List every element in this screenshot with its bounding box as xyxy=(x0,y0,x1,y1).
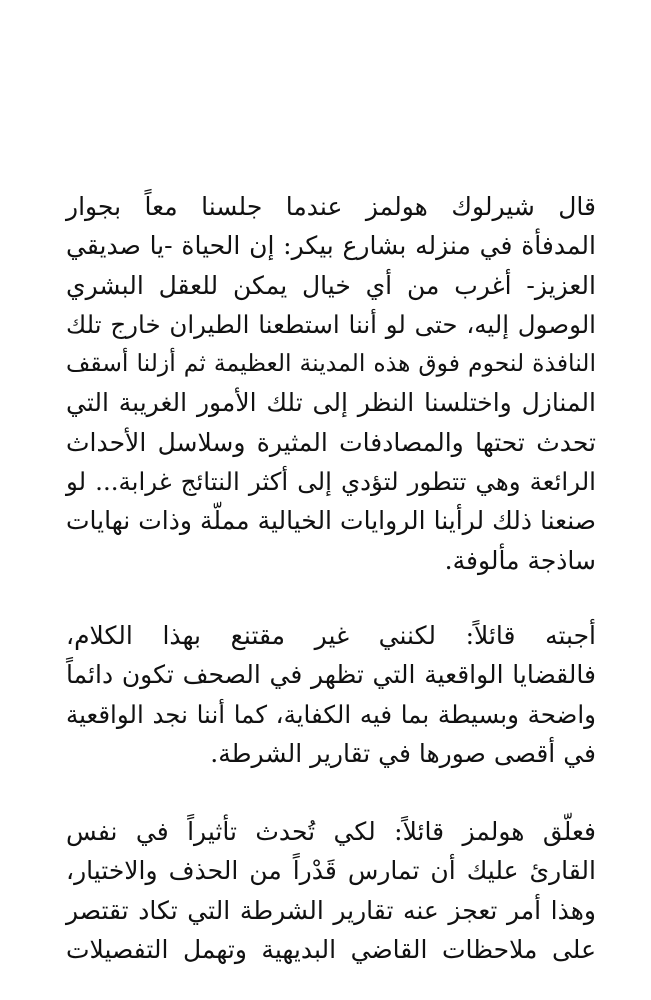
text-line: صنعنا ذلك لرأينا الروايات الخيالية مملّة وذات نهايات xyxy=(66,506,596,536)
text-line: فعلّق هولمز قائلاً: لكي تُحدث تأثيراً في نفس xyxy=(66,817,596,846)
text-line: النافذة لنحوم فوق هذه المدينة العظيمة ثم أزلنا أسقف xyxy=(66,349,596,378)
text-line: المدفأة في منزله بشارع بيكر: إن الحياة -يا صديقي xyxy=(66,231,596,261)
text-line: واضحة وبسيطة بما فيه الكفاية، كما أننا نجد الواقعية xyxy=(66,699,596,729)
text-line: المنازل واختلسنا النظر إلى تلك الأمور الغريبة التي xyxy=(66,388,596,418)
text-line: القارئ عليك أن تمارس قَدْراً من الحذف والاختيار، xyxy=(66,856,596,886)
text-line: وهذا أمر تعجز عنه تقارير الشرطة التي تكاد تقتصر xyxy=(66,895,596,925)
text-line: أجبته قائلاً: لكنني غير مقتنع بهذا الكلام، xyxy=(66,621,596,650)
text-line: الوصول إليه، حتى لو أننا استطعنا الطيران خارج تلك xyxy=(66,309,596,339)
text-line: في أقصى صورها في تقارير الشرطة. xyxy=(210,738,596,768)
text-line: تحدث تحتها والمصادفات المثيرة وسلاسل الأحداث xyxy=(66,427,596,457)
text-line: الرائعة وهي تتطور لتؤدي إلى أكثر النتائج غرابة... لو xyxy=(66,467,596,497)
text-line: على ملاحظات القاضي البديهية وتهمل التفصيلات xyxy=(66,934,596,964)
text-line: قال شيرلوك هولمز عندما جلسنا معاً بجوار xyxy=(66,192,596,221)
text-line: فالقضايا الواقعية التي تظهر في الصحف تكون دائماً xyxy=(66,660,596,690)
paragraph-2 xyxy=(66,616,596,773)
paragraph-1 xyxy=(66,187,596,580)
text-line: ساذجة مألوفة. xyxy=(444,545,596,575)
text-line: العزيز- أغرب من أي خيال يمكن للعقل البشري xyxy=(66,270,596,300)
paragraph-3 xyxy=(66,812,596,969)
